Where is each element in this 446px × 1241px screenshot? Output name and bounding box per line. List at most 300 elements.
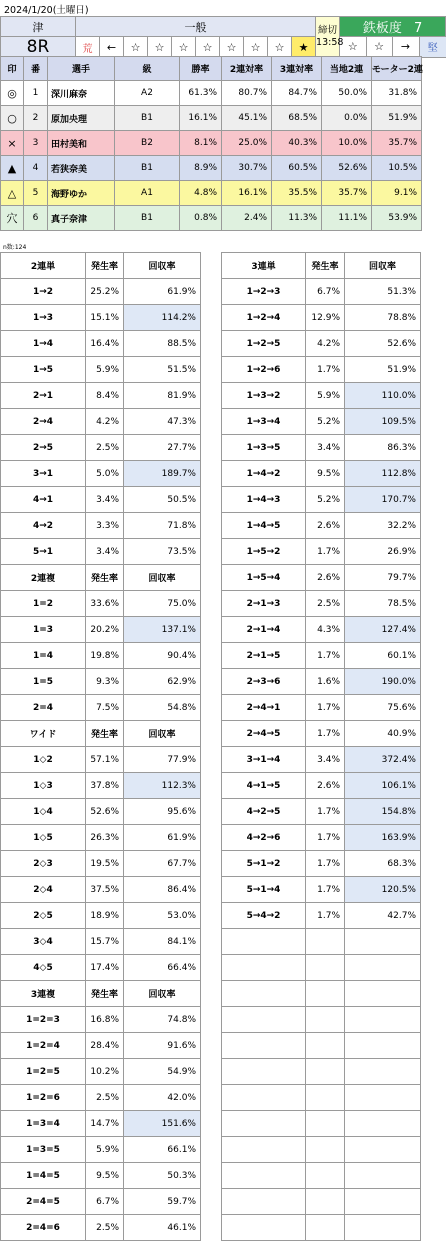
hit-rate (306, 1007, 345, 1033)
return-rate: 60.1% (345, 643, 421, 669)
return-rate: 59.7% (124, 1189, 201, 1215)
racer-local: 35.7% (322, 181, 372, 206)
return-rate: 73.5% (124, 539, 201, 565)
return-rate: 52.6% (345, 331, 421, 357)
hit-rate: 3.4% (86, 539, 124, 565)
bet-combination: 4→2→6 (222, 825, 306, 851)
hit-rate: 37.5% (86, 877, 124, 903)
bet-combination: 1→2→4 (222, 305, 306, 331)
column-header: 級 (115, 57, 180, 81)
odds-row (222, 331, 421, 357)
return-rate: 40.9% (345, 721, 421, 747)
sample-count: n数:124 (3, 244, 27, 251)
racer-mark: ○ (1, 106, 24, 131)
racer-cls: B1 (115, 156, 180, 181)
hit-rate (306, 1033, 345, 1059)
bet-combination (222, 1137, 306, 1163)
racer-cls: B2 (115, 131, 180, 156)
odds-row (222, 955, 421, 981)
odds-column-header: 回収率 (124, 253, 201, 279)
bet-combination: 1◇5 (1, 825, 86, 851)
hit-rate: 1.7% (306, 799, 345, 825)
bet-combination: 2→3→6 (222, 669, 306, 695)
racer-no: 4 (24, 156, 48, 181)
bet-combination: 2→4→5 (222, 721, 306, 747)
odds-row (1, 1033, 201, 1059)
odds-row (1, 461, 201, 487)
odds-column-header: 発生率 (306, 253, 345, 279)
hit-rate: 1.7% (306, 721, 345, 747)
return-rate: 74.8% (124, 1007, 201, 1033)
odds-row (1, 1085, 201, 1111)
racer-r2: 16.1% (222, 181, 272, 206)
hit-rate: 1.7% (306, 825, 345, 851)
bet-combination: 1→3→2 (222, 383, 306, 409)
hit-rate: 2.5% (86, 1085, 124, 1111)
hit-rate: 16.4% (86, 331, 124, 357)
odds-section-header (1, 565, 201, 591)
return-rate (345, 1007, 421, 1033)
return-rate: 51.5% (124, 357, 201, 383)
odds-row (222, 539, 421, 565)
odds-row (222, 1085, 421, 1111)
hit-rate (306, 1111, 345, 1137)
bet-combination: 1=4=5 (1, 1163, 86, 1189)
hit-rate (306, 929, 345, 955)
racer-row (1, 81, 422, 106)
odds-row (222, 877, 421, 903)
column-header: 2連対率 (222, 57, 272, 81)
return-rate: 84.1% (124, 929, 201, 955)
column-header: 印 (1, 57, 24, 81)
hit-rate (306, 1059, 345, 1085)
return-rate: 154.8% (345, 799, 421, 825)
bet-combination: 4◇5 (1, 955, 86, 981)
odds-row (222, 435, 421, 461)
odds-column-header: 回収率 (124, 721, 201, 747)
odds-row (1, 1137, 201, 1163)
return-rate: 75.6% (345, 695, 421, 721)
hit-rate: 6.7% (306, 279, 345, 305)
odds-row (222, 1137, 421, 1163)
bet-combination: 4→2 (1, 513, 86, 539)
bet-combination: 2→1→3 (222, 591, 306, 617)
return-rate: 66.1% (124, 1137, 201, 1163)
arrow-left-icon: ← (100, 37, 124, 58)
star-icon: ☆ (124, 37, 148, 58)
solid-indicator: 堅 (419, 37, 446, 57)
hit-rate: 2.6% (306, 565, 345, 591)
racer-name: 深川麻奈 (48, 81, 115, 106)
arrow-right-icon: → (392, 37, 419, 57)
racer-local: 10.0% (322, 131, 372, 156)
bet-combination: 1→5 (1, 357, 86, 383)
odds-row (1, 955, 201, 981)
odds-row (1, 357, 201, 383)
racer-row (1, 106, 422, 131)
return-rate: 112.3% (124, 773, 201, 799)
odds-row (1, 513, 201, 539)
racer-local: 0.0% (322, 106, 372, 131)
racer-win: 61.3% (180, 81, 222, 106)
hit-rate (306, 955, 345, 981)
racer-motor: 35.7% (372, 131, 422, 156)
odds-row (1, 1215, 201, 1241)
bet-combination: 1=2 (1, 591, 86, 617)
return-rate: 137.1% (124, 617, 201, 643)
hit-rate: 5.2% (306, 409, 345, 435)
odds-row (222, 721, 421, 747)
bet-combination: 1=3=4 (1, 1111, 86, 1137)
hit-rate: 20.2% (86, 617, 124, 643)
racer-r3: 68.5% (272, 106, 322, 131)
bet-combination: 3→1→4 (222, 747, 306, 773)
hit-rate: 28.4% (86, 1033, 124, 1059)
odds-row (222, 669, 421, 695)
racer-local: 50.0% (322, 81, 372, 106)
return-rate: 77.9% (124, 747, 201, 773)
return-rate: 91.6% (124, 1033, 201, 1059)
racer-win: 16.1% (180, 106, 222, 131)
hit-rate: 17.4% (86, 955, 124, 981)
racer-r2: 25.0% (222, 131, 272, 156)
return-rate: 53.0% (124, 903, 201, 929)
odds-row (1, 617, 201, 643)
bet-combination: 1◇3 (1, 773, 86, 799)
hit-rate: 3.4% (306, 747, 345, 773)
bet-combination: 1=4 (1, 643, 86, 669)
hit-rate: 4.3% (306, 617, 345, 643)
racer-win: 8.9% (180, 156, 222, 181)
odds-row (1, 695, 201, 721)
racer-name: 真子奈津 (48, 206, 115, 231)
bet-combination: 1→2→6 (222, 357, 306, 383)
odds-row (1, 877, 201, 903)
bet-combination (222, 1059, 306, 1085)
hit-rate (306, 1215, 345, 1241)
odds-column-header: 発生率 (86, 981, 124, 1007)
return-rate: 95.6% (124, 799, 201, 825)
hit-rate (306, 1137, 345, 1163)
return-rate: 127.4% (345, 617, 421, 643)
hit-rate: 2.6% (306, 773, 345, 799)
hit-rate: 5.2% (306, 487, 345, 513)
hit-rate: 33.6% (86, 591, 124, 617)
hit-rate: 1.7% (306, 903, 345, 929)
hit-rate: 19.5% (86, 851, 124, 877)
closing-time (316, 17, 344, 58)
odds-row (1, 643, 201, 669)
hit-rate: 1.7% (306, 539, 345, 565)
odds-row (222, 903, 421, 929)
return-rate (345, 981, 421, 1007)
return-rate: 51.3% (345, 279, 421, 305)
hit-rate: 5.0% (86, 461, 124, 487)
racer-name: 若狭奈美 (48, 156, 115, 181)
odds-row (1, 747, 201, 773)
column-header: 3連対率 (272, 57, 322, 81)
hit-rate (306, 1163, 345, 1189)
star-icon: ☆ (148, 37, 172, 58)
odds-row (1, 383, 201, 409)
racer-table-header (1, 57, 422, 81)
odds-section-header (222, 253, 421, 279)
return-rate: 88.5% (124, 331, 201, 357)
bet-combination (222, 981, 306, 1007)
racer-motor: 53.9% (372, 206, 422, 231)
racer-no: 5 (24, 181, 48, 206)
column-header: モーター2連 (372, 57, 422, 81)
bet-combination (222, 1163, 306, 1189)
bet-combination: 2◇5 (1, 903, 86, 929)
racer-win: 8.1% (180, 131, 222, 156)
return-rate (345, 1059, 421, 1085)
race-number: 8R (1, 37, 76, 58)
odds-row (222, 1111, 421, 1137)
odds-row (1, 409, 201, 435)
racer-cls: A1 (115, 181, 180, 206)
hit-rate: 1.7% (306, 851, 345, 877)
bet-combination: 2→1→5 (222, 643, 306, 669)
bet-combination (222, 1215, 306, 1241)
star-icon: ☆ (172, 37, 196, 58)
closing-time-value: 13:58 (316, 37, 344, 48)
racer-no: 2 (24, 106, 48, 131)
odds-row (222, 461, 421, 487)
hit-rate: 1.7% (306, 695, 345, 721)
return-rate: 50.5% (124, 487, 201, 513)
venue-name: 津 (1, 17, 76, 37)
hit-rate: 16.8% (86, 1007, 124, 1033)
odds-column-header: 発生率 (86, 721, 124, 747)
odds-row (222, 1007, 421, 1033)
hit-rate (306, 981, 345, 1007)
odds-row (1, 825, 201, 851)
race-header (0, 16, 446, 58)
odds-row (1, 669, 201, 695)
bet-combination: 1→3→5 (222, 435, 306, 461)
odds-row (222, 851, 421, 877)
hit-rate: 15.7% (86, 929, 124, 955)
column-header: 選手 (48, 57, 115, 81)
hit-rate: 19.8% (86, 643, 124, 669)
iron-rating (340, 17, 446, 37)
racer-local: 11.1% (322, 206, 372, 231)
bet-combination: 1=2=4 (1, 1033, 86, 1059)
star-icon: ☆ (196, 37, 220, 58)
racer-no: 6 (24, 206, 48, 231)
bet-combination: 1◇2 (1, 747, 86, 773)
racer-r3: 40.3% (272, 131, 322, 156)
odds-row (222, 1189, 421, 1215)
return-rate: 42.7% (345, 903, 421, 929)
bet-combination: 2→4 (1, 409, 86, 435)
racer-name: 田村美和 (48, 131, 115, 156)
hit-rate: 4.2% (86, 409, 124, 435)
bet-combination: 4→1→5 (222, 773, 306, 799)
racer-no: 1 (24, 81, 48, 106)
return-rate: 163.9% (345, 825, 421, 851)
bet-combination: 3◇4 (1, 929, 86, 955)
odds-row (222, 279, 421, 305)
return-rate: 151.6% (124, 1111, 201, 1137)
column-header: 当地2連 (322, 57, 372, 81)
odds-row (222, 487, 421, 513)
bet-combination: 1=2=6 (1, 1085, 86, 1111)
hit-rate: 1.7% (306, 357, 345, 383)
hit-rate: 3.4% (86, 487, 124, 513)
hit-rate: 7.5% (86, 695, 124, 721)
bet-combination: 2=4=5 (1, 1189, 86, 1215)
return-rate: 114.2% (124, 305, 201, 331)
odds-column-header: 3連複 (1, 981, 86, 1007)
bet-combination: 5→4→2 (222, 903, 306, 929)
return-rate (345, 929, 421, 955)
return-rate: 47.3% (124, 409, 201, 435)
bet-combination (222, 955, 306, 981)
odds-row (222, 409, 421, 435)
odds-row (1, 1189, 201, 1215)
racer-r2: 2.4% (222, 206, 272, 231)
return-rate: 110.0% (345, 383, 421, 409)
odds-row (222, 981, 421, 1007)
bet-combination: 1→2→3 (222, 279, 306, 305)
return-rate: 79.7% (345, 565, 421, 591)
star-icon: ★ (292, 37, 316, 58)
racer-r3: 11.3% (272, 206, 322, 231)
bet-combination: 1=2=5 (1, 1059, 86, 1085)
racer-r3: 35.5% (272, 181, 322, 206)
bet-combination: 1→2→5 (222, 331, 306, 357)
racer-cls: B1 (115, 106, 180, 131)
odds-row (222, 1059, 421, 1085)
odds-row (222, 747, 421, 773)
bet-combination: 2◇3 (1, 851, 86, 877)
hit-rate: 9.3% (86, 669, 124, 695)
bet-combination: 5→1→4 (222, 877, 306, 903)
odds-row (222, 773, 421, 799)
bet-combination: 1=5 (1, 669, 86, 695)
odds-row (1, 539, 201, 565)
bet-combination: 1=3=5 (1, 1137, 86, 1163)
racer-row (1, 131, 422, 156)
column-header: 番 (24, 57, 48, 81)
return-rate: 51.9% (345, 357, 421, 383)
hit-rate: 1.7% (306, 877, 345, 903)
bet-combination: 1→5→4 (222, 565, 306, 591)
hit-rate: 25.2% (86, 279, 124, 305)
bet-combination: 1→5→2 (222, 539, 306, 565)
return-rate: 78.8% (345, 305, 421, 331)
hit-rate: 5.9% (86, 357, 124, 383)
odds-row (222, 1163, 421, 1189)
odds-row (222, 1033, 421, 1059)
odds-row (222, 357, 421, 383)
return-rate: 75.0% (124, 591, 201, 617)
hit-rate: 52.6% (86, 799, 124, 825)
bet-combination: 1=3 (1, 617, 86, 643)
return-rate (345, 1137, 421, 1163)
return-rate: 86.4% (124, 877, 201, 903)
bet-combination: 1◇4 (1, 799, 86, 825)
racer-mark: × (1, 131, 24, 156)
odds-row (1, 279, 201, 305)
odds-row (1, 591, 201, 617)
hit-rate: 2.6% (306, 513, 345, 539)
bet-combination (222, 1085, 306, 1111)
odds-column-header: 発生率 (86, 253, 124, 279)
star-icon: ☆ (366, 37, 392, 57)
hit-rate: 1.6% (306, 669, 345, 695)
odds-column-header: 回収率 (124, 981, 201, 1007)
odds-column-header: 2連単 (1, 253, 86, 279)
return-rate (345, 1163, 421, 1189)
bet-combination: 1→2 (1, 279, 86, 305)
return-rate: 109.5% (345, 409, 421, 435)
bet-combination: 3→1 (1, 461, 86, 487)
return-rate: 81.9% (124, 383, 201, 409)
bet-combination: 1=2=3 (1, 1007, 86, 1033)
return-rate: 190.0% (345, 669, 421, 695)
odds-section-header (1, 981, 201, 1007)
return-rate: 32.2% (345, 513, 421, 539)
return-rate: 372.4% (345, 747, 421, 773)
hit-rate: 18.9% (86, 903, 124, 929)
bet-combination: 1→3 (1, 305, 86, 331)
odds-row (1, 1163, 201, 1189)
bet-combination: 2→1 (1, 383, 86, 409)
return-rate: 67.7% (124, 851, 201, 877)
hit-rate: 2.5% (306, 591, 345, 617)
bet-combination: 2→1→4 (222, 617, 306, 643)
hit-rate: 15.1% (86, 305, 124, 331)
star-icon: ☆ (340, 37, 366, 57)
return-rate (345, 1085, 421, 1111)
return-rate: 86.3% (345, 435, 421, 461)
racer-motor: 9.1% (372, 181, 422, 206)
odds-table-right (221, 252, 421, 1241)
racer-r3: 84.7% (272, 81, 322, 106)
star-icon: ☆ (220, 37, 244, 58)
odds-row (222, 383, 421, 409)
return-rate: 50.3% (124, 1163, 201, 1189)
iron-rating-label: 鉄板度 (362, 21, 402, 36)
hit-rate: 12.9% (306, 305, 345, 331)
bet-combination: 1→3→4 (222, 409, 306, 435)
bet-combination: 2=4 (1, 695, 86, 721)
return-rate: 106.1% (345, 773, 421, 799)
odds-row (222, 513, 421, 539)
bet-combination: 1→4→3 (222, 487, 306, 513)
racer-r3: 60.5% (272, 156, 322, 181)
odds-row (222, 799, 421, 825)
racer-row (1, 181, 422, 206)
odds-row (1, 903, 201, 929)
racer-name: 海野ゆか (48, 181, 115, 206)
odds-row (1, 331, 201, 357)
return-rate: 78.5% (345, 591, 421, 617)
odds-row (222, 1215, 421, 1241)
bet-combination: 4→1 (1, 487, 86, 513)
bet-combination (222, 929, 306, 955)
racer-motor: 51.9% (372, 106, 422, 131)
return-rate (345, 1189, 421, 1215)
racer-r2: 30.7% (222, 156, 272, 181)
star-icon: ☆ (244, 37, 268, 58)
odds-table-left (0, 252, 201, 1241)
return-rate: 189.7% (124, 461, 201, 487)
odds-row (222, 617, 421, 643)
